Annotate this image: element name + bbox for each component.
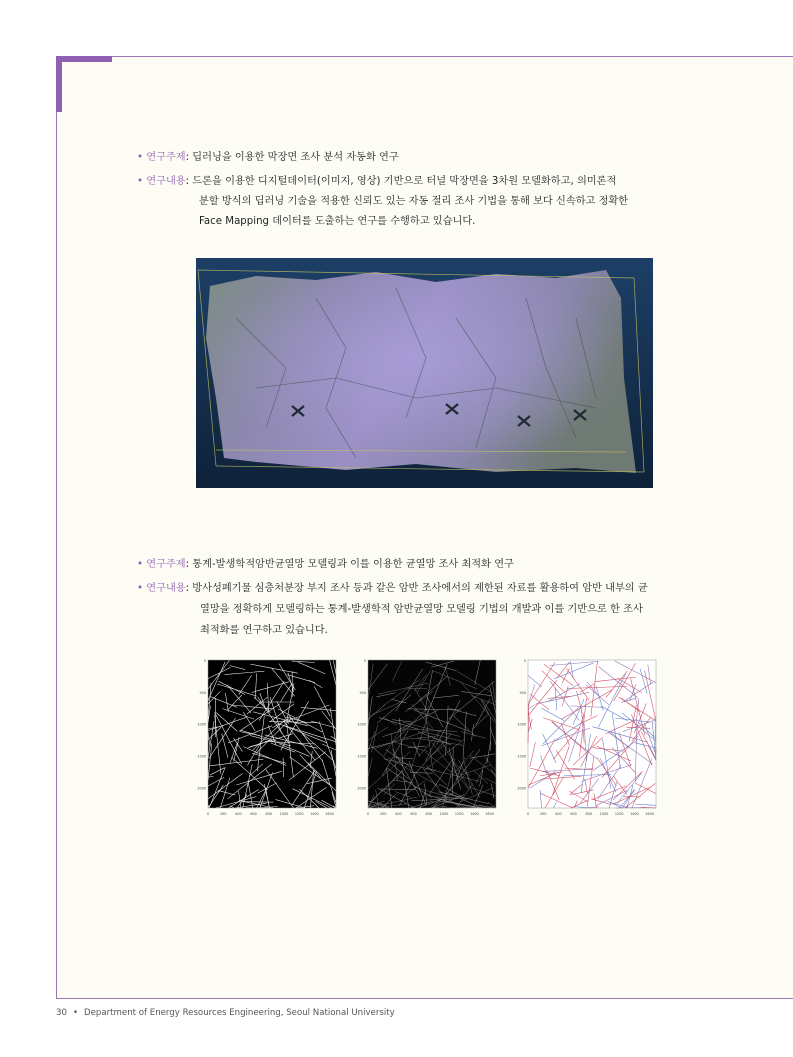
- x-tick-label: 1000: [599, 812, 609, 816]
- x-tick-label: 1600: [645, 812, 654, 816]
- page-number: 30: [56, 1008, 67, 1018]
- y-tick-label: 1000: [197, 722, 206, 727]
- x-tick-label: 600: [570, 812, 577, 816]
- y-tick-label: 500: [519, 690, 526, 695]
- fracture-network-figure-colored: [516, 656, 662, 818]
- x-tick-label: 600: [410, 812, 417, 816]
- section1-topic: • 연구주제: 딥러닝을 이용한 막장면 조사 분석 자동화 연구: [137, 152, 399, 163]
- section2-content-line-1: : 방사성폐기물 심층처분장 부지 조사 등과 같은 암반 조사에서의 제한된 자료를 활용하여 암반 내부의 균: [185, 583, 648, 594]
- section2-topic: • 연구주제: 통계-발생학적암반균열망 모델링과 이를 이용한 균열망 조사 최적화 연구: [137, 559, 514, 570]
- x-tick-label: 200: [219, 812, 227, 816]
- section1-content-line-3: Face Mapping 데이터를 도출하는 연구를 수행하고 있습니다.: [199, 216, 476, 227]
- x-tick-label: 800: [585, 812, 593, 816]
- x-tick-label: 200: [539, 812, 547, 816]
- section1-content-label: 연구내용: [146, 176, 186, 187]
- x-tick-label: 400: [395, 812, 402, 816]
- fracture-network-figure-white: [196, 656, 342, 818]
- x-tick-label: 1400: [470, 812, 479, 816]
- rock-face-3d-model-image: [196, 258, 653, 488]
- x-tick-label: 1400: [310, 812, 319, 816]
- y-tick-label: 1000: [357, 722, 366, 727]
- section2-topic-text: : 통계-발생학적암반균열망 모델링과 이를 이용한 균열망 조사 최적화 연구: [185, 559, 514, 570]
- y-tick-label: 0: [523, 659, 526, 663]
- section2-content: • 연구내용: 방사성폐기물 심층처분장 부지 조사 등과 같은 암반 조사에서의 제한된 자료를 활용하여 암반 내부의 균: [137, 583, 648, 594]
- x-tick-label: 1200: [614, 812, 624, 816]
- y-tick-label: 500: [359, 690, 366, 695]
- y-tick-label: 1500: [357, 754, 366, 759]
- section1-content: • 연구내용: 드론을 이용한 디지털데이터(이미지, 영상) 기반으로 터널 막장면을 3차원 모델화하고, 의미론적: [137, 176, 617, 187]
- section2-topic-label: 연구주제: [146, 559, 186, 570]
- section2-content-label: 연구내용: [146, 583, 186, 594]
- x-tick-label: 400: [235, 812, 242, 816]
- footer: [56, 1008, 395, 1018]
- section1-topic-text: : 딥러닝을 이용한 막장면 조사 분석 자동화 연구: [185, 152, 399, 163]
- x-tick-label: 1600: [485, 812, 494, 816]
- x-tick-label: 0: [366, 812, 370, 816]
- x-tick-label: 400: [555, 812, 562, 816]
- footer-separator: •: [72, 1008, 79, 1018]
- fracture-network-figure-dark: [356, 656, 502, 818]
- y-tick-label: 0: [363, 659, 366, 663]
- x-tick-label: 1200: [294, 812, 304, 816]
- corner-accent: [56, 56, 112, 112]
- section1-content-line-1: : 드론을 이용한 디지털데이터(이미지, 영상) 기반으로 터널 막장면을 3차원 모델화하고, 의미론적: [185, 176, 617, 187]
- x-tick-label: 0: [206, 812, 210, 816]
- y-tick-label: 0: [203, 659, 206, 663]
- x-tick-label: 200: [379, 812, 387, 816]
- x-tick-label: 1000: [439, 812, 449, 816]
- y-tick-label: 2000: [517, 786, 526, 791]
- y-tick-label: 1500: [517, 754, 526, 759]
- section1-topic-label: 연구주제: [146, 152, 186, 163]
- y-tick-label: 1500: [197, 754, 206, 759]
- x-tick-label: 1600: [325, 812, 334, 816]
- y-tick-label: 2000: [197, 786, 206, 791]
- x-tick-label: 800: [265, 812, 273, 816]
- section2-content-line-2: 열망을 정확하게 모델링하는 통계-발생학적 암반균열망 모델링 기법의 개발과 이를 기반으로 한 조사: [200, 604, 643, 615]
- x-tick-label: 600: [250, 812, 257, 816]
- y-tick-label: 500: [199, 690, 206, 695]
- section1-content-line-2: 분할 방식의 딥러닝 기술을 적용한 신뢰도 있는 자동 절리 조사 기법을 통해 보다 신속하고 정확한: [199, 196, 629, 207]
- y-tick-label: 2000: [357, 786, 366, 791]
- section2-content-line-3: 최적화를 연구하고 있습니다.: [200, 625, 328, 636]
- x-tick-label: 0: [526, 812, 530, 816]
- x-tick-label: 1400: [630, 812, 639, 816]
- y-tick-label: 1000: [517, 722, 526, 727]
- x-tick-label: 1000: [279, 812, 289, 816]
- footer-text: Department of Energy Resources Engineering, Seoul National University: [84, 1008, 395, 1018]
- x-tick-label: 1200: [454, 812, 464, 816]
- x-tick-label: 800: [425, 812, 433, 816]
